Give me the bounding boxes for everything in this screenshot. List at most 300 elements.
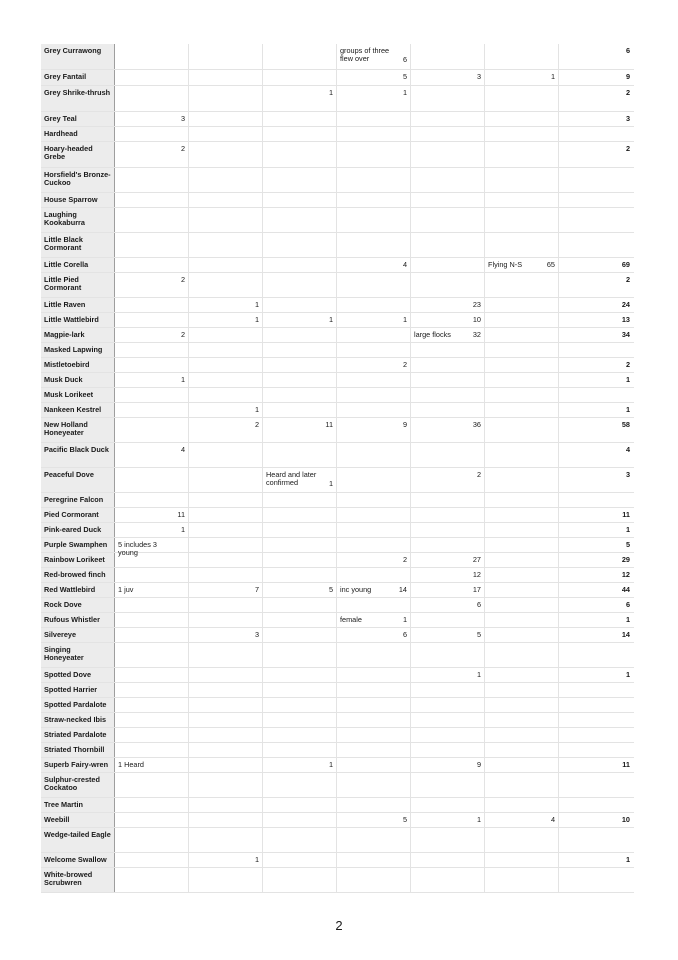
count-cell [263,443,337,467]
species-name: Striated Pardalote [41,728,115,742]
count-cell [189,298,263,312]
total-cell [559,728,634,742]
species-name: Grey Currawong [41,44,115,69]
count-cell [263,208,337,232]
cell-note: Flying N-S [488,260,523,269]
species-name: House Sparrow [41,193,115,207]
count-cell [115,168,189,192]
count-cell [411,598,485,612]
count-cell [485,193,559,207]
count-cell [263,553,337,567]
table-row [41,358,634,373]
cell-count: 1 [625,855,630,864]
count-cell [337,643,411,667]
total-cell [559,343,634,357]
cell-count: 2 [180,275,185,284]
count-cell [411,523,485,537]
count-cell [189,813,263,827]
count-cell [189,258,263,272]
table-row [41,468,634,493]
total-cell [559,468,634,492]
total-cell [559,698,634,712]
cell-count: 5 [328,585,333,594]
cell-count: 6 [476,600,481,609]
count-cell [411,758,485,772]
cell-count: 1 [328,760,333,769]
total-cell [559,142,634,167]
count-cell [115,728,189,742]
count-cell [485,418,559,442]
count-cell [263,798,337,812]
cell-count: 14 [398,585,407,594]
count-cell [485,112,559,126]
table-row [41,628,634,643]
total-cell [559,828,634,852]
cell-count: 4 [402,260,407,269]
species-name: Striated Thornbill [41,743,115,757]
table-row [41,313,634,328]
species-name: Grey Teal [41,112,115,126]
count-cell [337,358,411,372]
total-cell [559,208,634,232]
species-name: Rock Dove [41,598,115,612]
count-cell [337,813,411,827]
total-cell [559,798,634,812]
count-cell [189,743,263,757]
count-cell [337,233,411,257]
count-cell [337,403,411,417]
cell-count: 2 [476,470,481,479]
count-cell [485,853,559,867]
total-cell [559,86,634,111]
cell-count: 1 [476,815,481,824]
count-cell [411,70,485,85]
total-cell [559,758,634,772]
table-row [41,743,634,758]
count-cell [485,508,559,522]
total-cell [559,868,634,892]
cell-count: 2 [180,330,185,339]
count-cell [411,313,485,327]
count-cell [263,44,337,69]
count-cell [411,683,485,697]
count-cell [115,208,189,232]
count-cell [485,373,559,387]
species-name: Red Wattlebird [41,583,115,597]
count-cell [263,583,337,597]
count-cell [115,523,189,537]
count-cell [337,853,411,867]
count-cell [337,328,411,342]
count-cell [115,613,189,627]
cell-count: 12 [472,570,481,579]
count-cell [263,142,337,167]
count-cell [115,388,189,402]
count-cell [189,168,263,192]
count-cell [411,493,485,507]
count-cell [263,112,337,126]
cell-count: 3 [625,114,630,123]
count-cell [485,643,559,667]
count-cell [189,86,263,111]
count-cell [485,683,559,697]
count-cell [411,813,485,827]
cell-count: 32 [472,330,481,339]
count-cell [263,598,337,612]
total-cell [559,70,634,85]
cell-count: 5 [476,630,481,639]
species-name: Rainbow Lorikeet [41,553,115,567]
count-cell [411,208,485,232]
count-cell [337,193,411,207]
count-cell [189,628,263,642]
count-cell [189,493,263,507]
species-name: Horsfield's Bronze-Cuckoo [41,168,115,192]
count-cell [115,44,189,69]
species-name: Red-browed finch [41,568,115,582]
count-cell [411,853,485,867]
cell-count: 9 [402,420,407,429]
cell-count: 58 [621,420,630,429]
count-cell [411,868,485,892]
cell-count: 6 [402,630,407,639]
count-cell [189,373,263,387]
cell-note: large flocks [414,330,451,339]
count-cell [189,44,263,69]
table-row [41,233,634,258]
total-cell [559,258,634,272]
species-name: Sulphur-crested Cockatoo [41,773,115,797]
count-cell [485,743,559,757]
count-cell [337,713,411,727]
count-cell [115,112,189,126]
count-cell [263,298,337,312]
count-cell [115,468,189,492]
count-cell [337,168,411,192]
total-cell [559,358,634,372]
count-cell [485,258,559,272]
count-cell [411,298,485,312]
table-row [41,538,634,558]
count-cell [411,388,485,402]
count-cell [485,668,559,682]
total-cell [559,373,634,387]
count-cell [485,328,559,342]
count-cell [485,773,559,797]
total-cell [559,388,634,402]
cell-note: inc young [340,585,372,594]
count-cell [485,713,559,727]
count-cell [411,538,485,552]
table-row [41,86,634,112]
cell-count: 14 [621,630,630,639]
table-row [41,208,634,233]
species-name: White-browed Scrubwren [41,868,115,892]
count-cell [189,112,263,126]
count-cell [337,258,411,272]
species-name: Hoary-headed Grebe [41,142,115,167]
cell-count: 24 [621,300,630,309]
cell-count: 1 [402,315,407,324]
species-name: Grey Shrike-thrush [41,86,115,111]
count-cell [189,328,263,342]
species-name: Silvereye [41,628,115,642]
count-cell [485,233,559,257]
total-cell [559,233,634,257]
count-cell [337,127,411,141]
total-cell [559,553,634,567]
count-cell [115,373,189,387]
species-name: Peaceful Dove [41,468,115,492]
count-cell [115,313,189,327]
species-name: Spotted Dove [41,668,115,682]
count-cell [189,418,263,442]
table-row [41,813,634,828]
count-cell [411,468,485,492]
count-cell [411,743,485,757]
count-cell [337,298,411,312]
total-cell [559,643,634,667]
species-name: Magpie-lark [41,328,115,342]
count-cell [337,142,411,167]
count-cell [189,508,263,522]
count-cell [485,538,559,552]
count-cell [115,828,189,852]
count-cell [337,668,411,682]
cell-count: 11 [177,510,185,519]
count-cell [337,613,411,627]
count-cell [411,373,485,387]
count-cell [189,643,263,667]
count-cell [115,418,189,442]
count-cell [115,758,189,772]
count-cell [115,583,189,597]
total-cell [559,44,634,69]
species-name: Pink-eared Duck [41,523,115,537]
count-cell [189,142,263,167]
count-cell [337,523,411,537]
count-cell [263,273,337,297]
species-name: Little Raven [41,298,115,312]
species-name: Spotted Pardalote [41,698,115,712]
table-row [41,728,634,743]
count-cell [189,553,263,567]
total-cell [559,523,634,537]
count-cell [263,713,337,727]
cell-count: 13 [621,315,630,324]
count-cell [115,683,189,697]
table-row [41,598,634,613]
count-cell [411,583,485,597]
cell-note: 1 Heard [118,760,144,769]
count-cell [189,683,263,697]
cell-count: 36 [472,420,481,429]
cell-count: 5 [625,540,630,549]
count-cell [189,798,263,812]
count-cell [189,233,263,257]
count-cell [189,613,263,627]
cell-count: 2 [254,420,259,429]
cell-count: 3 [476,72,481,81]
count-cell [263,343,337,357]
table-row [41,553,634,568]
count-cell [263,628,337,642]
species-name: Little Corella [41,258,115,272]
count-cell [263,258,337,272]
count-cell [189,208,263,232]
table-row [41,698,634,713]
count-cell [263,643,337,667]
count-cell [115,553,189,567]
count-cell [485,343,559,357]
species-name: Nankeen Kestrel [41,403,115,417]
table-row [41,258,634,273]
cell-note: groups of three flew over [340,46,390,64]
count-cell [337,773,411,797]
total-cell [559,628,634,642]
count-cell [411,258,485,272]
count-cell [263,773,337,797]
total-cell [559,508,634,522]
count-cell [263,418,337,442]
count-cell [115,193,189,207]
count-cell [411,142,485,167]
total-cell [559,538,634,552]
count-cell [263,523,337,537]
total-cell [559,298,634,312]
count-cell [337,388,411,402]
total-cell [559,583,634,597]
count-cell [485,468,559,492]
species-name: Masked Lapwing [41,343,115,357]
count-cell [115,853,189,867]
species-name: Pacific Black Duck [41,443,115,467]
count-cell [411,628,485,642]
count-cell [337,343,411,357]
count-cell [337,553,411,567]
cell-count: 1 [476,670,481,679]
species-name: Little Pied Cormorant [41,273,115,297]
cell-count: 9 [476,760,481,769]
count-cell [337,493,411,507]
count-cell [263,373,337,387]
count-cell [263,358,337,372]
total-cell [559,112,634,126]
count-cell [189,668,263,682]
count-cell [263,168,337,192]
count-cell [411,403,485,417]
table-row [41,493,634,508]
count-cell [189,868,263,892]
species-name: Grey Fantail [41,70,115,85]
count-cell [485,44,559,69]
count-cell [115,258,189,272]
count-cell [115,86,189,111]
species-name: Singing Honeyeater [41,643,115,667]
cell-count: 2 [402,360,407,369]
count-cell [485,583,559,597]
species-name: Spotted Harrier [41,683,115,697]
count-cell [411,358,485,372]
count-cell [189,728,263,742]
cell-count: 1 [625,375,630,384]
count-cell [189,598,263,612]
cell-count: 2 [625,360,630,369]
cell-count: 2 [625,275,630,284]
total-cell [559,273,634,297]
count-cell [189,568,263,582]
count-cell [115,443,189,467]
species-name: Mistletoebird [41,358,115,372]
species-name: Superb Fairy-wren [41,758,115,772]
count-cell [411,443,485,467]
table-row [41,112,634,127]
count-cell [485,598,559,612]
cell-count: 1 [625,670,630,679]
count-cell [485,208,559,232]
cell-count: 11 [622,510,630,519]
cell-count: 1 [402,615,407,624]
table-row [41,298,634,313]
count-cell [263,758,337,772]
count-cell [411,86,485,111]
cell-count: 12 [621,570,630,579]
cell-count: 10 [472,315,481,324]
count-cell [115,358,189,372]
count-cell [485,298,559,312]
total-cell [559,853,634,867]
cell-count: 1 [180,525,185,534]
table-row [41,418,634,443]
table-row [41,70,634,86]
count-cell [337,758,411,772]
count-cell [337,273,411,297]
count-cell [337,628,411,642]
count-cell [337,868,411,892]
count-cell [189,523,263,537]
cell-count: 6 [402,55,407,64]
count-cell [337,86,411,111]
table-row [41,403,634,418]
table-row [41,773,634,798]
total-cell [559,568,634,582]
species-name: Little Wattlebird [41,313,115,327]
total-cell [559,613,634,627]
species-name: Welcome Swallow [41,853,115,867]
count-cell [337,538,411,552]
count-cell [115,598,189,612]
cell-count: 5 [402,72,407,81]
table-row [41,273,634,298]
table-row [41,44,634,70]
cell-count: 4 [625,445,630,454]
count-cell [411,418,485,442]
count-cell [115,298,189,312]
total-cell [559,443,634,467]
count-cell [263,403,337,417]
cell-count: 2 [180,144,185,153]
species-name: Weebill [41,813,115,827]
count-cell [263,743,337,757]
cell-count: 1 [254,300,259,309]
count-cell [263,328,337,342]
table-row [41,613,634,628]
cell-note: female [340,615,362,624]
table-row [41,828,634,853]
count-cell [115,668,189,682]
count-cell [337,373,411,387]
count-cell [115,698,189,712]
